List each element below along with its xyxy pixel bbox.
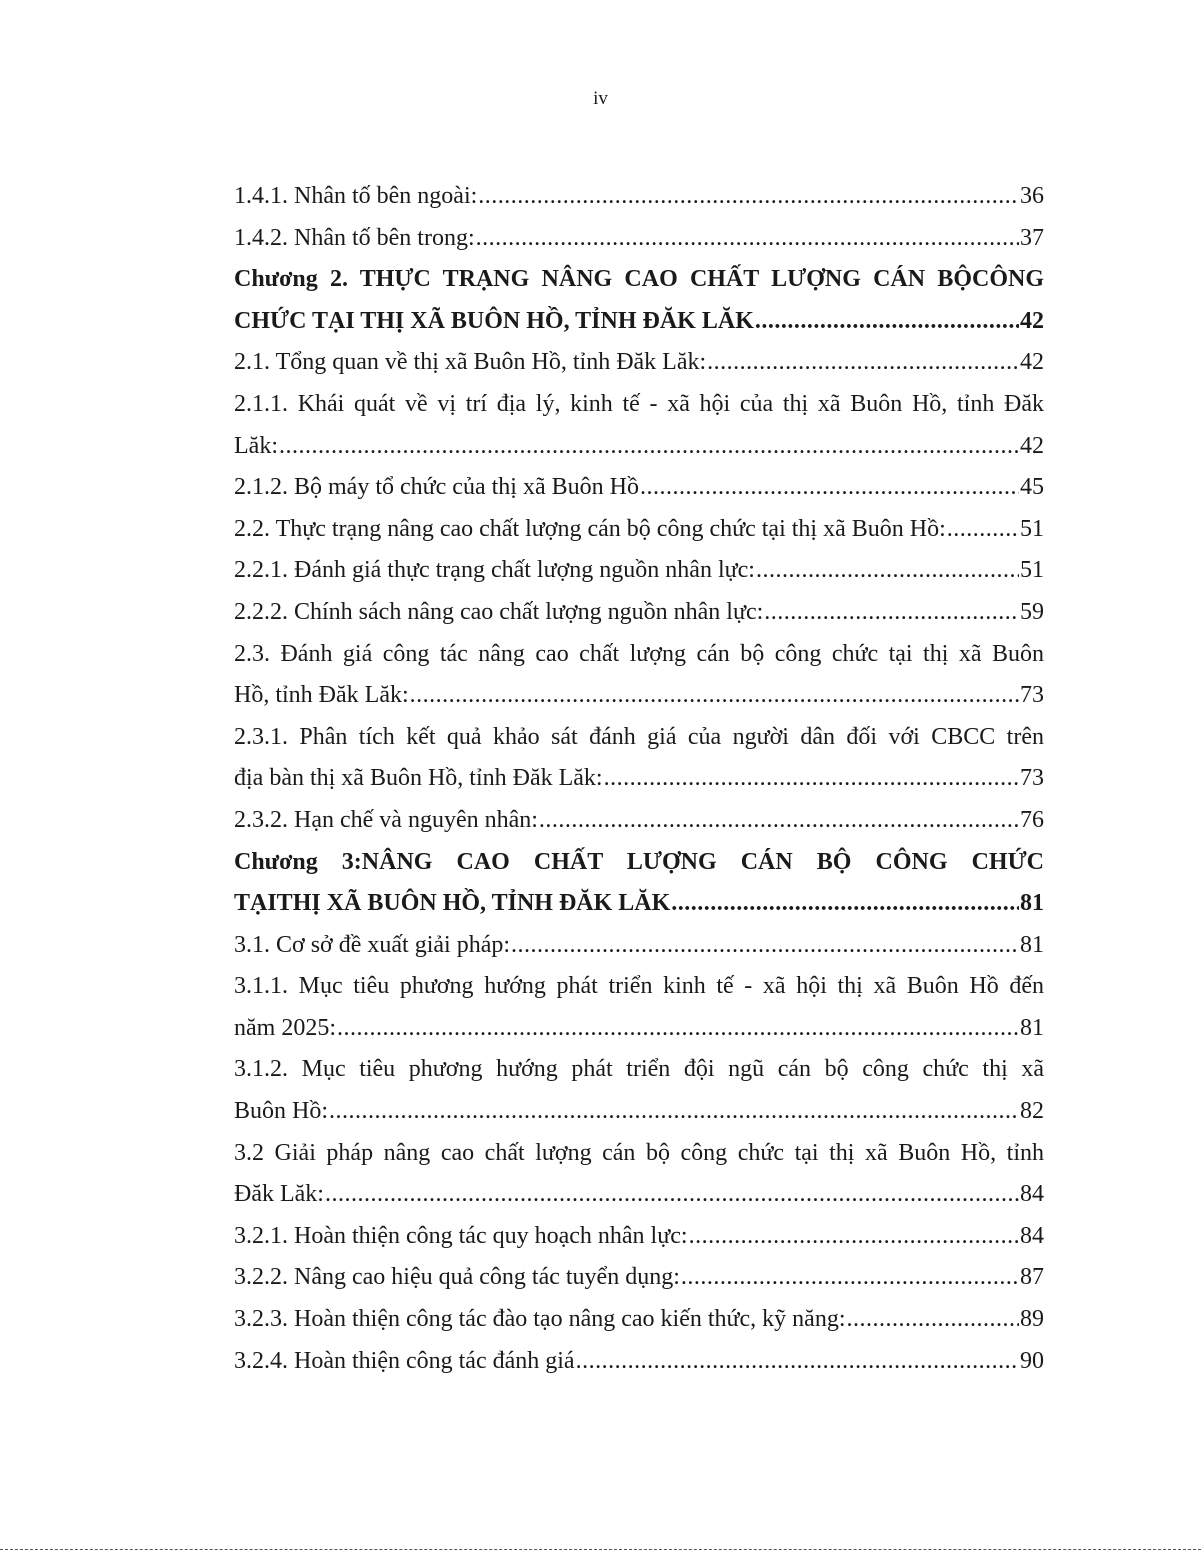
toc-leader-dots (640, 467, 1019, 509)
toc-entry[interactable] (234, 301, 1044, 343)
page-bottom-divider (0, 1549, 1201, 1551)
toc-entry-title: Hồ, tỉnh Đăk Lăk: (234, 682, 409, 709)
toc-entry-page: 84 (1020, 1181, 1044, 1208)
toc-entry[interactable] (234, 925, 1044, 967)
toc-entry-title: 2.3.2. Hạn chế và nguyên nhân: (234, 806, 538, 833)
toc-entry[interactable] (234, 883, 1044, 925)
toc-entry-page: 90 (1020, 1347, 1044, 1374)
toc-entry-page: 73 (1020, 765, 1044, 792)
toc-leader-dots (478, 176, 1019, 218)
toc-entry[interactable] (234, 509, 1044, 551)
toc-entry[interactable] (234, 467, 1044, 509)
toc-entry-page: 45 (1020, 474, 1044, 501)
toc-leader-dots (337, 1008, 1019, 1050)
toc-entry[interactable] (234, 218, 1044, 260)
toc-entry-title: 2.2.2. Chính sách nâng cao chất lượng nguồn nhân lực: (234, 598, 764, 625)
toc-entry-page: 42 (1020, 432, 1044, 459)
toc-entry[interactable] (234, 1299, 1044, 1341)
toc-entry[interactable] (234, 342, 1044, 384)
toc-entry-page: 59 (1020, 598, 1044, 625)
toc-leader-dots (764, 592, 1019, 634)
toc-entry-page: 81 (1020, 931, 1044, 958)
toc-entry[interactable] (234, 592, 1044, 634)
toc-entry[interactable] (234, 426, 1044, 468)
toc-leader-dots (947, 509, 1019, 551)
toc-entry[interactable] (234, 758, 1044, 800)
table-of-contents (234, 176, 1044, 1382)
toc-entry-title: 2.3. Đánh giá công tác nâng cao chất lượng cán bộ công chức tại thị xã Buôn (234, 640, 1044, 667)
toc-entry[interactable] (234, 1216, 1044, 1258)
toc-entry-title: Chương 2. THỰC TRẠNG NÂNG CAO CHẤT LƯỢNG CÁN BỘCÔNG (234, 266, 1044, 293)
toc-entry[interactable] (234, 1257, 1044, 1299)
toc-leader-dots (689, 1216, 1019, 1258)
toc-entry-title: 3.2.4. Hoàn thiện công tác đánh giá (234, 1347, 575, 1374)
toc-entry-page: 82 (1020, 1098, 1044, 1125)
toc-entry[interactable] (234, 1049, 1044, 1091)
toc-leader-dots (681, 1257, 1019, 1299)
toc-entry[interactable] (234, 1341, 1044, 1383)
toc-entry[interactable] (234, 800, 1044, 842)
toc-entry-title: 3.1.2. Mục tiêu phương hướng phát triển đội ngũ cán bộ công chức thị xã (234, 1056, 1044, 1083)
toc-entry-page: 51 (1020, 515, 1044, 542)
toc-leader-dots (325, 1174, 1019, 1216)
toc-entry-title: 3.1.1. Mục tiêu phương hướng phát triển kinh tế - xã hội thị xã Buôn Hồ đến (234, 973, 1044, 1000)
toc-entry-page: 37 (1020, 224, 1044, 251)
toc-entry[interactable] (234, 1008, 1044, 1050)
toc-leader-dots (756, 550, 1019, 592)
toc-entry-title: 3.2.2. Nâng cao hiệu quả công tác tuyển dụng: (234, 1264, 680, 1291)
page-number: iv (593, 88, 608, 109)
toc-entry[interactable] (234, 717, 1044, 759)
toc-leader-dots (604, 758, 1019, 800)
toc-leader-dots (847, 1299, 1020, 1341)
toc-entry[interactable] (234, 259, 1044, 301)
toc-entry-title: địa bàn thị xã Buôn Hồ, tỉnh Đăk Lăk: (234, 765, 603, 792)
toc-entry-page: 81 (1020, 1014, 1044, 1041)
toc-entry[interactable] (234, 842, 1044, 884)
toc-leader-dots (329, 1091, 1019, 1133)
toc-entry-title: 3.2.1. Hoàn thiện công tác quy hoạch nhân lực: (234, 1222, 688, 1249)
toc-leader-dots (576, 1341, 1019, 1383)
toc-entry-title: 2.3.1. Phân tích kết quả khảo sát đánh giá của người dân đối với CBCC trên (234, 723, 1044, 750)
toc-leader-dots (707, 342, 1019, 384)
toc-entry-title: Chương 3:NÂNG CAO CHẤT LƯỢNG CÁN BỘ CÔNG CHỨC (234, 848, 1044, 875)
toc-leader-dots (755, 301, 1019, 343)
toc-entry-page: 84 (1020, 1222, 1044, 1249)
toc-entry[interactable] (234, 634, 1044, 676)
toc-entry-title: CHỨC TẠI THỊ XÃ BUÔN HỒ, TỈNH ĐĂK LĂK (234, 307, 754, 334)
toc-entry-title: TẠITHỊ XÃ BUÔN HỒ, TỈNH ĐĂK LĂK (234, 890, 671, 917)
toc-entry-page: 36 (1020, 183, 1044, 209)
toc-entry[interactable] (234, 1174, 1044, 1216)
toc-leader-dots (671, 883, 1019, 925)
toc-entry-page: 76 (1020, 806, 1044, 833)
toc-leader-dots (476, 218, 1019, 260)
toc-entry-page: 89 (1020, 1306, 1044, 1333)
toc-entry-title: 3.2 Giải pháp nâng cao chất lượng cán bộ công chức tại thị xã Buôn Hồ, tỉnh (234, 1139, 1044, 1166)
toc-entry[interactable] (234, 176, 1044, 218)
toc-entry[interactable] (234, 1133, 1044, 1175)
toc-entry-title: 2.1. Tổng quan về thị xã Buôn Hồ, tỉnh Đăk Lăk: (234, 349, 707, 376)
toc-entry-title: 2.1.2. Bộ máy tổ chức của thị xã Buôn Hồ (234, 474, 639, 501)
toc-entry-title: Đăk Lăk: (234, 1181, 324, 1208)
toc-entry-title: Buôn Hồ: (234, 1098, 329, 1125)
toc-entry-page: 42 (1020, 307, 1044, 334)
toc-entry-page: 87 (1020, 1264, 1044, 1291)
toc-entry[interactable] (234, 675, 1044, 717)
toc-leader-dots (410, 675, 1019, 717)
toc-entry-title: 2.2. Thực trạng nâng cao chất lượng cán bộ công chức tại thị xã Buôn Hồ: (234, 515, 946, 542)
toc-entry-page: 73 (1020, 682, 1044, 709)
toc-entry-title: 3.2.3. Hoàn thiện công tác đào tạo nâng cao kiến thức, kỹ năng: (234, 1306, 846, 1333)
toc-leader-dots (539, 800, 1019, 842)
toc-entry-title: năm 2025: (234, 1014, 336, 1041)
toc-entry-page: 51 (1020, 557, 1044, 584)
toc-entry-page: 42 (1020, 349, 1044, 376)
toc-entry-title: 2.1.1. Khái quát về vị trí địa lý, kinh tế - xã hội của thị xã Buôn Hồ, tỉnh Đăk (234, 390, 1044, 417)
toc-entry-title: 1.4.1. Nhân tố bên ngoài: (234, 183, 478, 209)
toc-entry[interactable] (234, 550, 1044, 592)
toc-entry-page: 81 (1020, 890, 1044, 917)
toc-entry[interactable] (234, 1091, 1044, 1133)
toc-leader-dots (511, 925, 1019, 967)
toc-entry[interactable] (234, 966, 1044, 1008)
toc-entry[interactable] (234, 384, 1044, 426)
toc-entry-title: Lăk: (234, 432, 278, 459)
toc-entry-title: 2.2.1. Đánh giá thực trạng chất lượng nguồn nhân lực: (234, 557, 755, 584)
toc-entry-title: 1.4.2. Nhân tố bên trong: (234, 224, 475, 251)
toc-entry-title: 3.1. Cơ sở đề xuất giải pháp: (234, 931, 511, 958)
toc-leader-dots (279, 426, 1019, 468)
